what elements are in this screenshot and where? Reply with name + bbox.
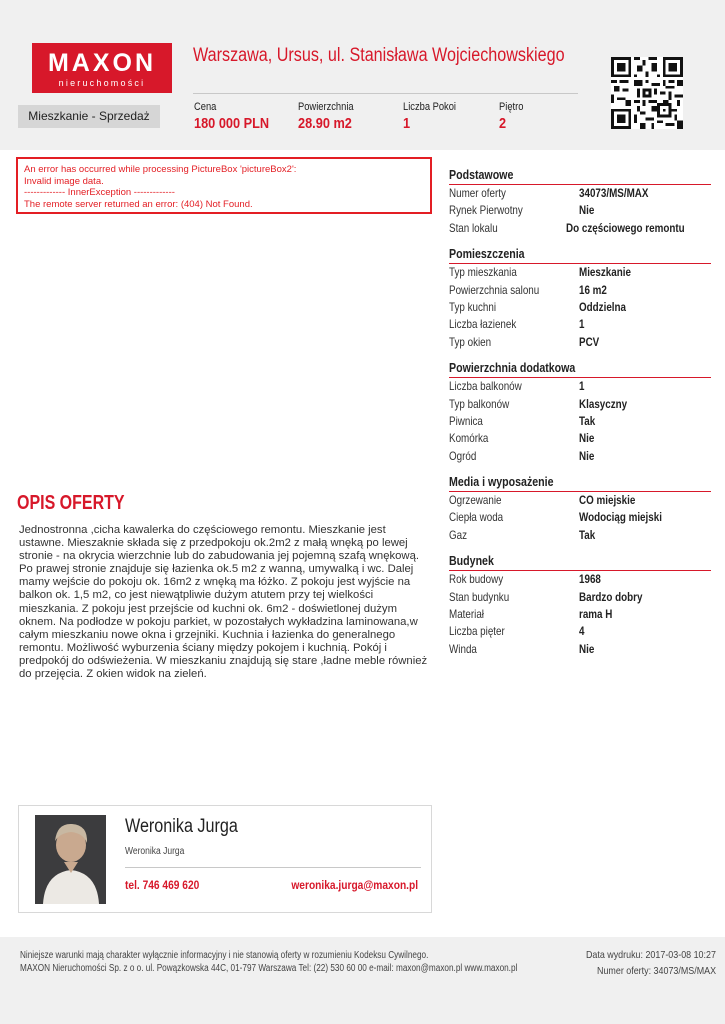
detail-value [579,641,598,658]
detail-label-text: Piwnica [449,413,483,428]
detail-value [579,492,648,509]
footer-company-info: MAXON Nieruchomości Sp. z o o. ul. Powązkowska 44C, 01-797 Warszawa Tel: (22) 530 60 00 e-mail: maxon@maxon.pl www.maxon.pl [20,963,518,974]
stat-label: Liczba Pokoi [403,101,457,113]
section-title [449,475,711,492]
detail-value [579,316,586,333]
detail-label-text: Liczba łazienek [449,317,517,332]
agent-email-link[interactable] [269,878,418,892]
agent-subtitle: Weronika Jurga [125,846,185,857]
footer-offer-number [576,965,716,977]
detail-label-text: Liczba pięter [449,624,505,639]
detail-label [449,492,579,509]
detail-row [449,396,711,413]
stat-label: Piętro [499,101,524,113]
detail-value-text: Nie [579,431,595,446]
detail-row [449,606,711,623]
section-title-text: Media i wyposażenie [449,475,554,490]
detail-row [449,623,711,640]
footer [0,937,725,1024]
detail-value-text: Do częściowego remontu [566,220,685,235]
detail-value-text: Mieszkanie [579,265,631,280]
stat-rooms [403,101,465,132]
detail-label [449,299,579,316]
stat-floor [499,101,528,132]
stat-label: Powierzchnia [298,101,354,113]
detail-row [449,589,711,606]
detail-row [449,299,711,316]
detail-label [449,413,579,430]
detail-label-text: Gaz [449,527,468,542]
detail-label [449,641,579,658]
agent-divider [125,867,421,868]
offer-number-text: Numer oferty: 34073/MS/MAX [596,965,716,977]
detail-value [579,334,604,351]
detail-value [579,571,606,588]
stat-value: 28.90 m2 [298,115,352,132]
detail-row [449,220,711,237]
detail-value [579,282,613,299]
detail-label-text: Materiał [449,607,485,622]
detail-row [449,334,711,351]
details-section [449,475,711,544]
detail-label [449,264,579,281]
footer-disclaimer: Niniejsze warunki mają charakter wyłącznie informacyjny i nie stanowią oferty w rozumieniu Kodeksu Cywilnego. [20,950,429,961]
detail-value [579,527,599,544]
detail-label [449,202,579,219]
detail-value-text: 1 [579,379,585,394]
section-title-text: Podstawowe [449,168,514,182]
agent-name: Weronika Jurga [125,816,238,837]
detail-value-text: Nie [579,203,595,218]
details-panel [449,168,711,668]
maxon-logo[interactable] [32,43,172,93]
detail-value-text: Bardzo dobry [579,589,643,604]
detail-value [579,623,586,640]
detail-label [449,509,579,526]
detail-label [449,282,579,299]
detail-value-text: Tak [579,413,596,428]
detail-label-text: Typ mieszkania [449,265,517,280]
section-title-text: Budynek [449,554,494,569]
detail-value-text: 34073/MS/MAX [579,186,649,200]
detail-label [449,606,579,623]
section-title [449,247,711,264]
detail-row [449,202,711,219]
stat-label: Cena [194,101,217,113]
detail-label [449,623,579,640]
detail-value-text: Wodociąg miejski [579,510,662,525]
header [0,0,725,150]
detail-value [579,413,599,430]
stat-value: 180 000 PLN [194,115,270,132]
detail-label-text: Ogrzewanie [449,493,502,508]
stat-value: 1 [403,115,411,132]
detail-value [579,606,620,623]
error-line: An error has occurred while processing PictureBox 'pictureBox2': [24,164,297,175]
detail-value [579,448,598,465]
detail-value [579,396,638,413]
detail-row [449,413,711,430]
detail-value [566,220,711,237]
section-title [449,168,711,185]
detail-value [579,509,680,526]
detail-label [449,220,566,237]
title-divider [193,93,578,94]
detail-value [579,264,642,281]
detail-label-text: Rok budowy [449,572,504,587]
detail-label-text: Rynek Pierwotny [449,203,523,218]
section-title-text: Pomieszczenia [449,247,525,262]
stat-area [298,101,363,132]
detail-label [449,430,579,447]
detail-value-text: rama H [579,607,613,622]
detail-label-text: Typ okien [449,334,492,349]
stat-value: 2 [499,115,507,132]
detail-row [449,641,711,658]
detail-label [449,448,579,465]
agent-photo [35,815,106,904]
logo-tagline: nieruchomości [58,78,146,88]
detail-row [449,316,711,333]
detail-label-text: Stan lokalu [449,220,498,235]
detail-label-text: Liczba balkonów [449,379,522,394]
detail-row [449,448,711,465]
detail-value [579,589,656,606]
detail-row [449,264,711,281]
detail-label-text: Numer oferty [449,186,506,200]
detail-value-text: Nie [579,448,595,463]
error-box [16,157,432,214]
details-section [449,554,711,658]
print-date-text: Data wydruku: 2017-03-08 10:27 [586,949,716,961]
section-title [449,361,711,378]
detail-row [449,430,711,447]
error-line: Invalid image data. [24,175,104,187]
detail-value [579,185,664,202]
error-line: The remote server returned an error: (404) Not Found. [24,198,253,210]
detail-value-text: Nie [579,641,595,656]
detail-row [449,282,711,299]
detail-label [449,316,579,333]
detail-value-text: 16 m2 [579,282,607,297]
details-section [449,247,711,351]
stat-price [194,101,282,132]
detail-label [449,396,579,413]
detail-label-text: Typ kuchni [449,299,497,314]
detail-label [449,571,579,588]
detail-label-text: Stan budynku [449,589,510,604]
detail-label [449,589,579,606]
detail-value-text: Oddzielna [579,299,627,314]
detail-row [449,571,711,588]
section-title [449,554,711,571]
qr-code-icon[interactable] [611,57,683,129]
detail-label-text: Winda [449,641,477,656]
detail-row [449,492,711,509]
detail-label [449,527,579,544]
detail-label-text: Typ balkonów [449,396,510,411]
agent-phone-link[interactable]: tel. 746 469 620 [125,878,200,892]
detail-value-text: CO miejskie [579,493,636,508]
agent-email-text: weronika.jurga@maxon.pl [291,878,418,892]
detail-value [579,378,586,395]
description-heading: OPIS OFERTY [17,492,125,514]
agent-card [18,805,432,913]
detail-row [449,509,711,526]
details-section [449,361,711,465]
detail-label-text: Komórka [449,431,489,446]
logo-brand: MAXON [47,49,157,77]
detail-value-text: 4 [579,624,585,639]
error-line: ------------- InnerException ------------- [24,187,175,198]
details-section [449,168,711,237]
detail-value [579,299,636,316]
description-text: Jednostronna ,cicha kawalerka do częściowego remontu. Mieszkanie jest ustawne. Mieszaknie składa się z przedpokoju ok.2m2 z małą wnęką po lewej stronie - na okrycia wierzchnie lub do zabudowania jej pojemną szafą wnękową. Po prawej stronie znajduje się łazienka ok.5 m2 z wanną, umywalką i wc. Dalej mamy wejście do pokoju ok. 16m2 z wnęką ma łóżko. Z pokoju jest wyjście na balkon ok. 1,5 m2, co jest niewątpliwie dużym atutem przy tej wielkości mieszkania. Z pokoju jest przejście od kuchni ok. 6m2 - doświetlonej dużym oknem. Na podłodze w pokoju parkiet, w pozostałych wykładzina laminowana,w całym mieszkaniu nowe okna i grzejniki. Kuchnia i łazienka do generalnego remontu. Możliwość wyburzenia ściany między pokojem i kuchnią. Pokój i predpokój do odświeżenia. W mieszkaniu znajdują się stare ,ładne meble również do przejęcia. Z okien widok na zieleń. [19,524,428,681]
detail-row [449,527,711,544]
footer-print-date [563,949,716,961]
detail-label [449,185,579,202]
detail-label-text: Ogród [449,448,477,463]
detail-value [579,202,598,219]
detail-label [449,334,579,351]
detail-value-text: 1 [579,317,585,332]
detail-value [579,430,598,447]
detail-label-text: Powierzchnia salonu [449,282,540,297]
detail-value-text: Klasyczny [579,396,628,411]
detail-label [449,378,579,395]
detail-value-text: 1968 [579,572,601,587]
category-badge: Mieszkanie - Sprzedaż [18,105,160,128]
detail-row [449,185,711,202]
page-title: Warszawa, Ursus, ul. Stanisława Wojciechowskiego [193,45,565,66]
agent-portrait-icon [35,815,106,904]
detail-label-text: Ciepła woda [449,510,504,525]
detail-value-text: Tak [579,527,596,542]
detail-row [449,378,711,395]
section-title-text: Powierzchnia dodatkowa [449,361,576,376]
detail-value-text: PCV [579,334,600,349]
